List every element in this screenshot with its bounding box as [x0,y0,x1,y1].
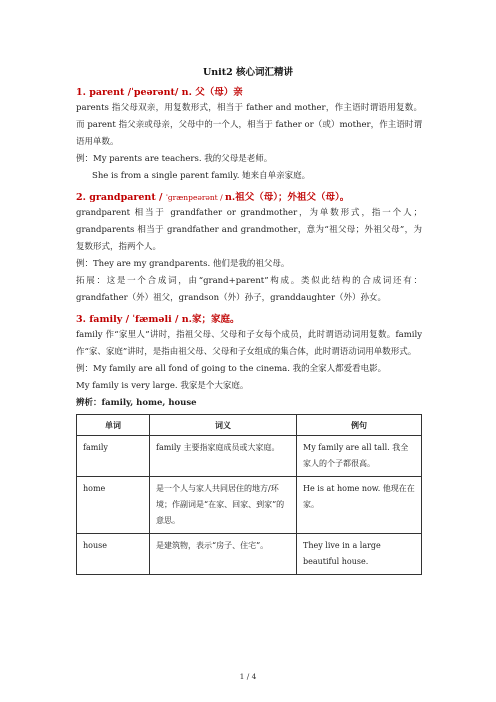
paragraph: grandparent 相当于 grandfather or grandmother，为单数形式，指一个人；grandparents 相当于 grandfather and grandmother，意为“祖父母；外祖父母”，为复数形式，指两个人。 [76,208,422,252]
table-cell-meaning: 是建筑物，表示“房子、住宅”。 [150,534,297,575]
column-header: 例句 [297,415,422,436]
table-cell-word: family [77,436,150,477]
table-cell-example: They live in a large beautiful house. [297,534,422,575]
section-heading-parent [76,86,422,100]
extension-note: 拓展：这是一个合成词，由“grand+parent”构成。类似此结构的合成词还有：grandfather（外）祖父，grandson（外）孙子，granddaughter（外）孙女。 [76,276,422,303]
example-sentence: 例：My family are all fond of going to the cinema. 我的全家人都爱看电影。 [76,364,387,374]
table-cell-meaning: family 主要指家庭成员或大家庭。 [150,436,297,477]
example-sentence: 例：My parents are teachers. 我的父母是老师。 [76,154,273,164]
table-cell-word: home [77,477,150,534]
table-cell-example: My family are all tall. 我全家人的个子都很高。 [297,436,422,477]
table-row [77,477,422,534]
table-row [77,534,422,575]
heading-meaning: n.祖父（母）；外祖父（母）。 [224,192,350,203]
distinction-table [76,414,422,575]
heading-phonetic: ˈɡrænpeərənt / [165,193,225,202]
table-cell-example: He is at home now. 他现在在家。 [297,477,422,534]
example-sentence: 例：They are my grandparents. 他们是我的祖父母。 [76,259,290,269]
column-header: 单词 [77,415,150,436]
table-row [77,436,422,477]
table-cell-word: house [77,534,150,575]
distinction-title: 辨析：family, home, house [76,398,197,408]
section-heading-family [76,313,422,327]
heading-meaning: 父（母）亲 [195,87,243,98]
example-sentence: My family is very large. 我家是个大家庭。 [76,381,249,391]
paragraph: family 作“家里人”讲时，指祖父母、父母和子女每个成员，此时谓语动词用复数。family 作“家、家庭”讲时，是指由祖父母、父母和子女组成的集合体，此时谓语动词用单数形式。 [76,330,422,357]
heading-word: 3. family / ˈfæməli / n. [76,314,192,325]
table-header-row [77,415,422,436]
document-title: Unit2 核心词汇精讲 [202,67,294,78]
document-body [76,80,422,575]
heading-meaning: 家；家庭。 [192,314,240,325]
heading-word: 2. grandparent / [76,192,166,203]
paragraph: parents 指父母双亲，用复数形式，相当于 father and mother，作主语时谓语用复数。而 parent 指父亲或母亲，父母中的一个人，相当于 father or（或）mother，作主语时谓语用单数。 [76,103,422,147]
page-number: 1 / 4 [239,672,257,681]
section-heading-grandparent [76,191,422,205]
example-sentence: She is from a single parent family. 她来自单亲家庭。 [92,171,311,181]
table-cell-meaning: 是一个人与家人共同居住的地方/环境；作副词是“在家、回家、到家”的意思。 [150,477,297,534]
column-header: 词义 [150,415,297,436]
heading-word: 1. parent /ˈpeərənt/ n. [76,87,196,98]
